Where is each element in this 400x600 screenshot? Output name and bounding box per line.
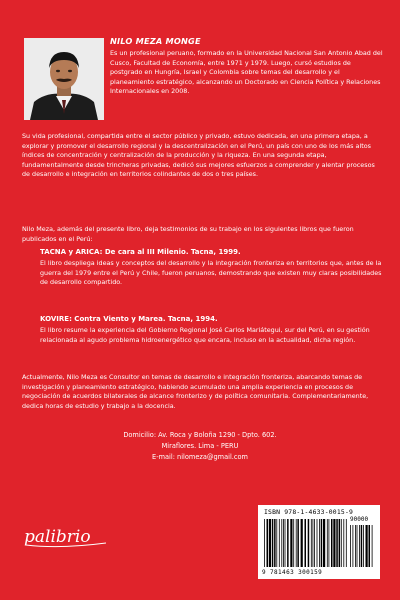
barcode-bar: [290, 519, 292, 567]
book-2-title: KOVIRE: Contra Viento y Marea. Tacna, 1994.: [40, 315, 218, 323]
author-bio: Es un profesional peruano, formado en la Universidad Nacional San Antonio Abad del Cusco, Facultad de Economía, entre 1971 y 1979. Luego, cursó estudios de postgrado en Hungría, Israel y Colombia sobre temas del desarrollo y el planeamiento estratégico, alcanzando un Doctorado en Ciencia Política y Relaciones Internacionales en 2008.: [110, 49, 383, 96]
barcode-bar: [293, 519, 294, 567]
barcode-bar: [314, 519, 315, 567]
barcode-bar: [283, 519, 284, 567]
barcode-bar: [319, 519, 320, 567]
barcode-bar: [305, 519, 307, 567]
publisher-logo: [20, 520, 120, 550]
barcode-bar: [276, 519, 277, 567]
barcode-bar: [313, 519, 314, 567]
ean-barcode: [264, 519, 348, 567]
barcode-bar: [363, 525, 364, 567]
book-2-description: El libro resume la experiencia del Gobierno Regional José Carlos Mariátegui, sur del Perú, en su gestión relacionada al agudo problema hidroenergético que encara, incluso en la actualidad, dicha región.: [40, 326, 370, 344]
barcode-bar: [272, 519, 274, 567]
barcode-bar: [279, 519, 280, 567]
barcode-bar: [339, 519, 341, 567]
barcode-bar: [308, 519, 310, 567]
current-work-paragraph: Actualmente, Nilo Meza es Consultor en temas de desarrollo e integración fronteriza, abarcando temas de investigación y planeamiento estratégico, habiendo acumulado una amplia experiencia en procesos de negociación de acuerdos bilaterales de alcance fronterizo y de política comunitaria. Complementariamente, dedica horas de estudio y trabajo a la docencia.: [22, 373, 369, 410]
barcode-bar: [281, 519, 282, 567]
barcode-bar: [311, 519, 312, 567]
barcode-bar: [329, 519, 330, 567]
barcode-bar: [346, 519, 347, 567]
barcode-bar: [359, 525, 360, 567]
barcode-bar: [321, 519, 323, 567]
barcode-bar: [287, 519, 289, 567]
barcode-bar: [350, 525, 351, 567]
ean-number-text: 9 781463 300159: [262, 569, 323, 576]
contact-address: Domicilio: Av. Roca y Boloña 1290 - Dpto. 602.: [123, 431, 277, 439]
price-barcode: [350, 525, 374, 567]
career-paragraph: Su vida profesional, compartida entre el sector público y privado, estuvo dedicada, en una primera etapa, a explorar y promover el desarrollo regional y la descentralización en el Perú, un país con uno de los más altos índices de concentración y centralización de la producción y la riqueza. En una segunda etapa, fundamentalmente desde trincheras privadas, dedicó sus mejores esfuerzos a comprender y alentar procesos de desarrollo e integración en territorios colindantes de dos o tres países.: [22, 132, 375, 179]
barcode-bar: [372, 525, 373, 567]
barcode-bar: [317, 519, 318, 567]
barcode-bar: [267, 519, 269, 567]
barcode-bar: [264, 519, 265, 567]
barcode-bar: [296, 519, 297, 567]
barcode-bar: [274, 519, 276, 567]
isbn-text: ISBN 978-1-4633-0015-9: [264, 508, 354, 516]
barcode-bar: [355, 525, 356, 567]
barcode-bar: [269, 519, 271, 567]
barcode-bar: [297, 519, 299, 567]
barcode-bar: [341, 519, 342, 567]
author-photo: [24, 38, 104, 120]
barcode-bar: [366, 525, 368, 567]
barcode-bar: [323, 519, 325, 567]
testimony-paragraph: Nilo Meza, además del presente libro, deja testimonios de su trabajo en los siguientes libros que fueron publicados en el Perú:: [22, 225, 354, 243]
barcode-bar: [331, 519, 333, 567]
barcode-bar: [343, 519, 344, 567]
barcode-bar: [327, 519, 328, 567]
barcode-bar: [357, 525, 358, 567]
barcode-bar: [285, 519, 286, 567]
barcode-bar: [333, 519, 335, 567]
barcode-box: [258, 505, 380, 579]
publisher-logo-text: palibrio: [24, 527, 91, 547]
barcode-bar: [301, 519, 303, 567]
price-code-text: 90000: [350, 516, 369, 523]
author-name: NILO MEZA MONGE: [110, 36, 201, 46]
contact-block: [0, 430, 400, 463]
contact-email: E-mail: nilomeza@gmail.com: [152, 453, 248, 461]
author-portrait-image: [24, 38, 104, 120]
book-1-description: El libro despliega ideas y conceptos del desarrollo y la integración fronteriza en territorios que, antes de la guerra del 1979 entre el Perú y Chile, fueron peruanos, demostrando que existen muy claras posibilidades de desarrollo compartido.: [40, 259, 382, 287]
barcode-bar: [369, 525, 371, 567]
book-1-title: TACNA y ARICA: De cara al III Milenio. Tacna, 1999.: [40, 248, 241, 256]
barcode-bar: [353, 525, 354, 567]
contact-city: Miraflores. Lima - PERU: [161, 442, 239, 450]
barcode-bar: [361, 525, 363, 567]
barcode-bar: [336, 519, 338, 567]
